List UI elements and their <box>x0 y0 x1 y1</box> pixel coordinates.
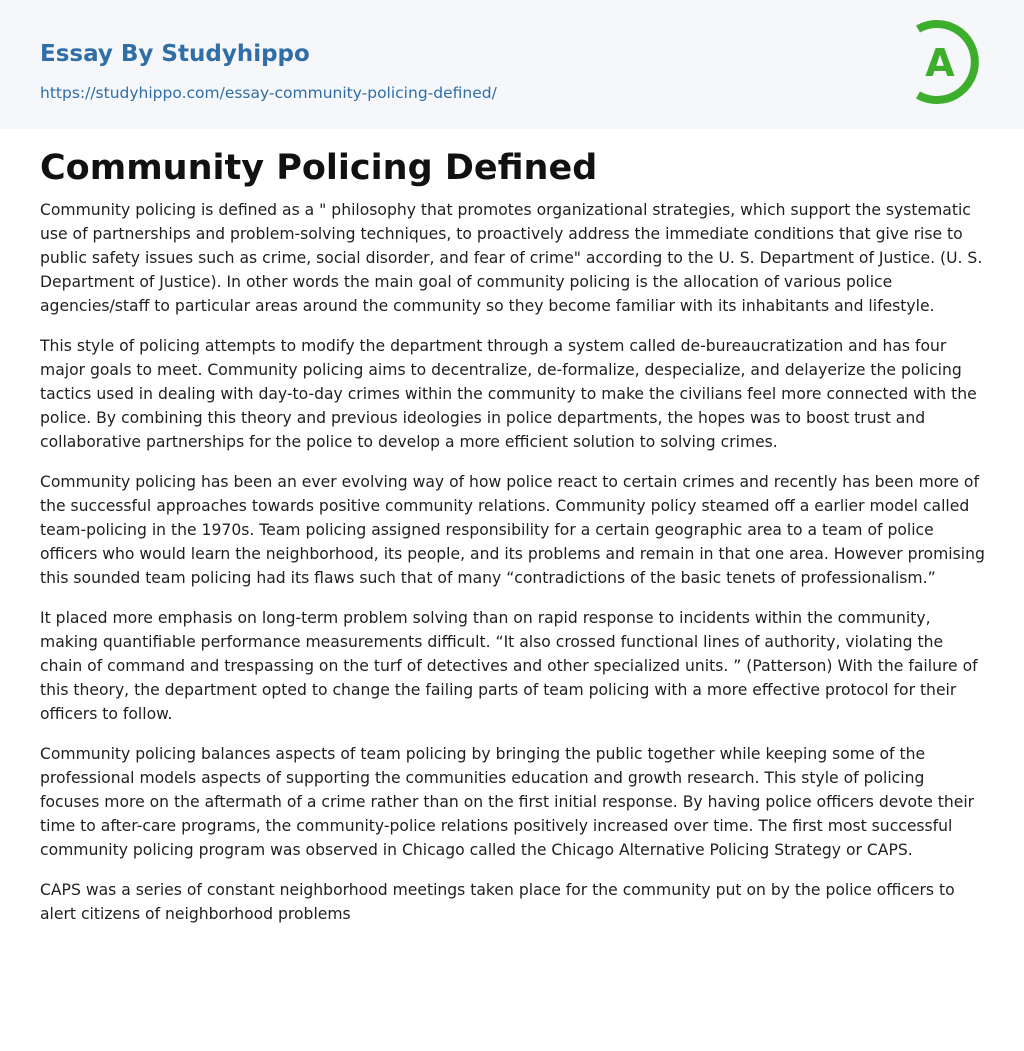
essay-url-link[interactable]: https://studyhippo.com/essay-community-policing-defined/ <box>40 84 497 102</box>
essay-paragraph: Community policing is defined as a " philosophy that promotes organizational strategies, which support the systematic use of partnerships and problem-solving techniques, to proactively address the immediate conditions that give rise to public safety issues such as crime, social disorder, and fear of crime" according to the U. S. Department of Justice. (U. S. Department of Justice). In other words the main goal of community policing is the allocation of various police agencies/staff to particular areas around the community so they become familiar with its inhabitants and lifestyle. <box>40 201 983 315</box>
logo-letter: A <box>925 41 955 85</box>
site-header <box>0 0 1024 129</box>
essay-paragraph: Community policing balances aspects of team policing by bringing the public together while keeping some of the professional models aspects of supporting the communities education and growth research. This style of policing focuses more on the aftermath of a crime rather than on the first initial response. By having police officers devote their time to after-care programs, the community-police relations positively increased over time. The first most successful community policing program was observed in Chicago called the Chicago Alternative Policing Strategy or CAPS. <box>40 745 975 859</box>
studyhippo-a-logo-icon[interactable] <box>912 19 986 105</box>
essay-paragraph: Community policing has been an ever evolving way of how police react to certain crimes and recently has been more of the successful approaches towards positive community relations. Community policy steamed off a earlier model called team-policing in the 1970s. Team policing assigned responsibility for a certain geographic area to a team of police officers who would learn the neighborhood, its people, and its problems and remain in that one area. However promising this sounded team policing had its flaws such that of many “contradictions of the basic tenets of professionalism.” <box>40 473 985 587</box>
essay-paragraph: CAPS was a series of constant neighborhood meetings taken place for the community put on by the police officers to alert citizens of neighborhood problems <box>40 881 955 923</box>
site-brand[interactable]: Essay By Studyhippo <box>40 41 310 67</box>
essay-title: Community Policing Defined <box>40 148 598 188</box>
essay-paragraph: This style of policing attempts to modify the department through a system called de-bureaucratization and has four major goals to meet. Community policing aims to decentralize, de-formalize, despecialize, and delayerize the policing tactics used in dealing with day-to-day crimes within the community to make the civilians feel more connected with the police. By combining this theory and previous ideologies in police departments, the hopes was to boost trust and collaborative partnerships for the police to develop a more efficient solution to solving crimes. <box>40 337 977 451</box>
essay-content <box>40 143 986 942</box>
essay-paragraph: It placed more emphasis on long-term problem solving than on rapid response to incidents within the community, making quantifiable performance measurements difficult. “It also crossed functional lines of authority, violating the chain of command and trespassing on the turf of detectives and other specialized units. ” (Patterson) With the failure of this theory, the department opted to change the failing parts of team policing with a more effective protocol for their officers to follow. <box>40 609 978 723</box>
